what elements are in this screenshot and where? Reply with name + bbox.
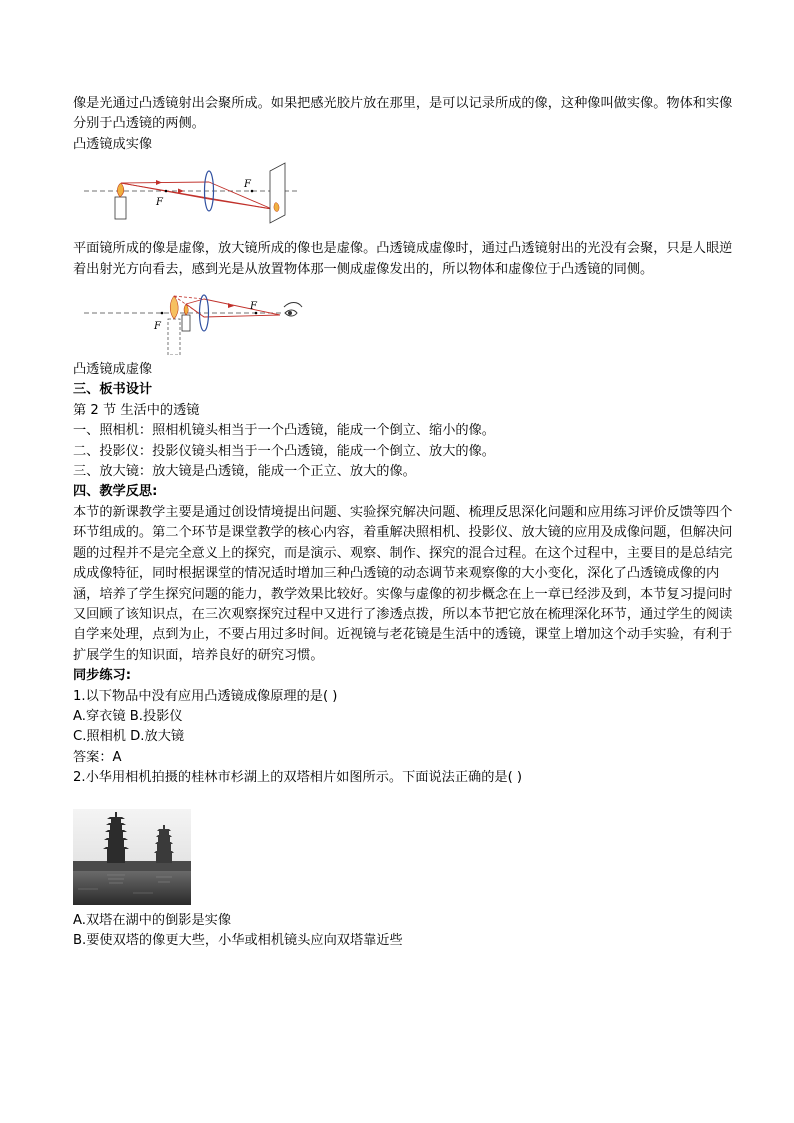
reflection-heading: 四、教学反思: [73, 484, 158, 500]
board-section-title: 第 2 节 生活中的透镜 [73, 402, 200, 418]
board-item-camera: 一、照相机：照相机镜头相当于一个凸透镜，能成一个倒立、缩小的像。 [73, 423, 495, 439]
virtual-image-paragraph: 平面镜所成的像是虚像，放大镜所成的像也是虚像。凸透镜成虚像时，通过凸透镜射出的光没有会聚，只是人眼逆着出射光方向看去，感到光是从放置物体那一侧成虚像发出的，所以物体和虚像位于凸透镜的同侧。 [73, 241, 733, 277]
focal-point-label-left: F [154, 321, 161, 333]
board-design-heading: 三、板书设计 [73, 382, 153, 398]
film-screen [270, 163, 285, 223]
question-1-stem: 1.以下物品中没有应用凸透镜成像原理的是( ) [73, 688, 338, 704]
focal-point-label-left: F [156, 197, 163, 209]
virtual-image-caption: 凸透镜成虚像 [73, 362, 153, 378]
intro-paragraph: 像是光通过凸透镜射出会聚所成。如果把感光胶片放在那里，是可以记录所成的像，这种像叫做实像。物体和实像分别于凸透镜的两侧。 [73, 96, 733, 132]
focal-point-label-right: F [244, 179, 251, 191]
virtual-candle-icon [168, 296, 180, 355]
question-1-answer: 答案：A [73, 749, 122, 765]
document-page [73, 94, 733, 951]
focal-point-label-right: F [250, 301, 257, 313]
candle-icon [182, 304, 190, 331]
real-image-caption-label: 凸透镜成实像 [73, 136, 153, 152]
question-2-option-a: A.双塔在湖中的倒影是实像 [73, 912, 232, 928]
board-item-projector: 二、投影仪：投影仪镜头相当于一个凸透镜，能成一个倒立、放大的像。 [73, 443, 495, 459]
question-2-option-b: B.要使双塔的像更大些，小华或相机镜头应向双塔靠近些 [73, 932, 403, 948]
virtual-image-diagram [84, 291, 314, 355]
question-1-options-ab: A.穿衣镜 B.投影仪 [73, 708, 183, 724]
board-item-magnifier: 三、放大镜：放大镜是凸透镜，能成一个正立、放大的像。 [73, 464, 416, 480]
real-image-diagram [84, 161, 304, 233]
practice-heading: 同步练习: [73, 668, 132, 684]
question-1-options-cd: C.照相机 D.放大镜 [73, 729, 185, 745]
candle-icon [115, 183, 126, 219]
twin-pagodas-photo [73, 809, 191, 905]
reflection-paragraph: 本节的新课教学主要是通过创设情境提出问题、实验探究解决问题、梳理反思深化问题和应用练习评价反馈等四个环节组成的。第二个环节是课堂教学的核心内容，着重解决照相机、投影仪、放大镜的应用及成像问题，但解决问题的过程并不是完全意义上的探究，而是演示、观察、制作、探究的混合过程。在这个过程中，主要目的是总结完成成像特征，同时根据课堂的情况适时增加三种凸透镜的动态调节来观察像的大小变化，深化了凸透镜成像的内涵，培养了学生探究问题的能力，教学效果比较好。实像与虚像的初步概念在上一章已经涉及到，本节复习提问时又回顾了该知识点，在三次观察探究过程中又进行了渗透点拨，所以本节把它放在梳理深化环节，通过学生的阅读自学来处理，点到为止，不要占用过多时间。近视镜与老花镜是生活中的透镜，课堂上增加这个动手实验，有利于扩展学生的知识面，培养良好的研究习惯。 [73, 504, 733, 663]
question-2-stem: 2.小华用相机拍摄的桂林市杉湖上的双塔相片如图所示。下面说法正确的是( ) [73, 770, 523, 786]
eye-icon [284, 303, 302, 317]
